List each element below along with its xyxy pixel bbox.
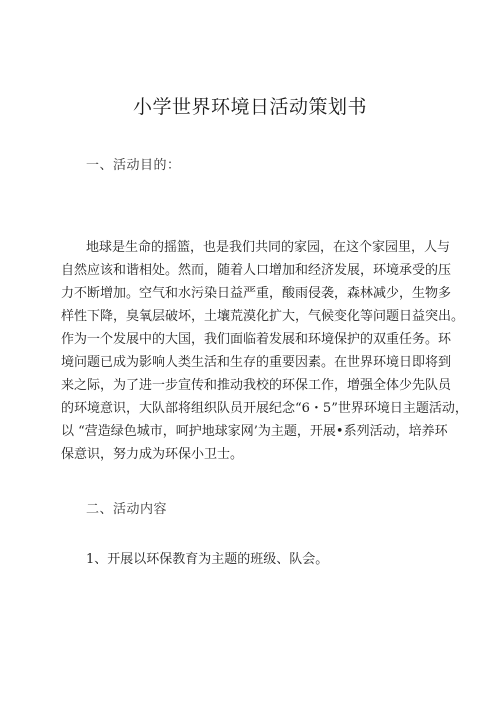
body-line: 地球是生命的摇篮，也是我们共同的家园，在这个家园里，人与 [86,240,451,255]
body-line: 保意识，努力成为环保小卫士。 [61,447,244,462]
body-line: 境问题已成为影响人类生活和生存的重要因素。在世界环境日即将到 [61,355,452,370]
document-title: 小学世界环境日活动策划书 [132,96,367,118]
section-heading-purpose: 一、活动目的： [86,158,181,173]
body-line: 的环境意识，大队部将组织队员开展纪念“6・5”世界环境日主题活动， [61,401,468,416]
body-line: 样性下降，臭氧层破坏，土壤荒漠化扩大，气候变化等问题日益突出。 [61,309,465,324]
section-heading-content: 二、活动内容 [86,502,168,517]
section-body-purpose [61,236,468,466]
body-line: 力不断增加。空气和水污染日益严重，酸雨侵袭，森林减少，生物多 [61,286,452,301]
body-line: 自然应该和谐相处。然而，随着人口增加和经济发展，环境承受的压 [61,263,452,278]
body-line: 来之际，为了进一步宣传和推动我校的环保工作，增强全体少先队员 [61,378,452,393]
body-line: 以 “营造绿色城市，呵护地球家网’为主题，开展•系列活动，培养环 [61,424,448,439]
content-item: 1、开展以环保教育为主题的班级、队会。 [86,552,329,567]
body-line: 作为一个发展中的大国，我们面临着发展和环境保护的双重任务。环 [61,332,452,347]
